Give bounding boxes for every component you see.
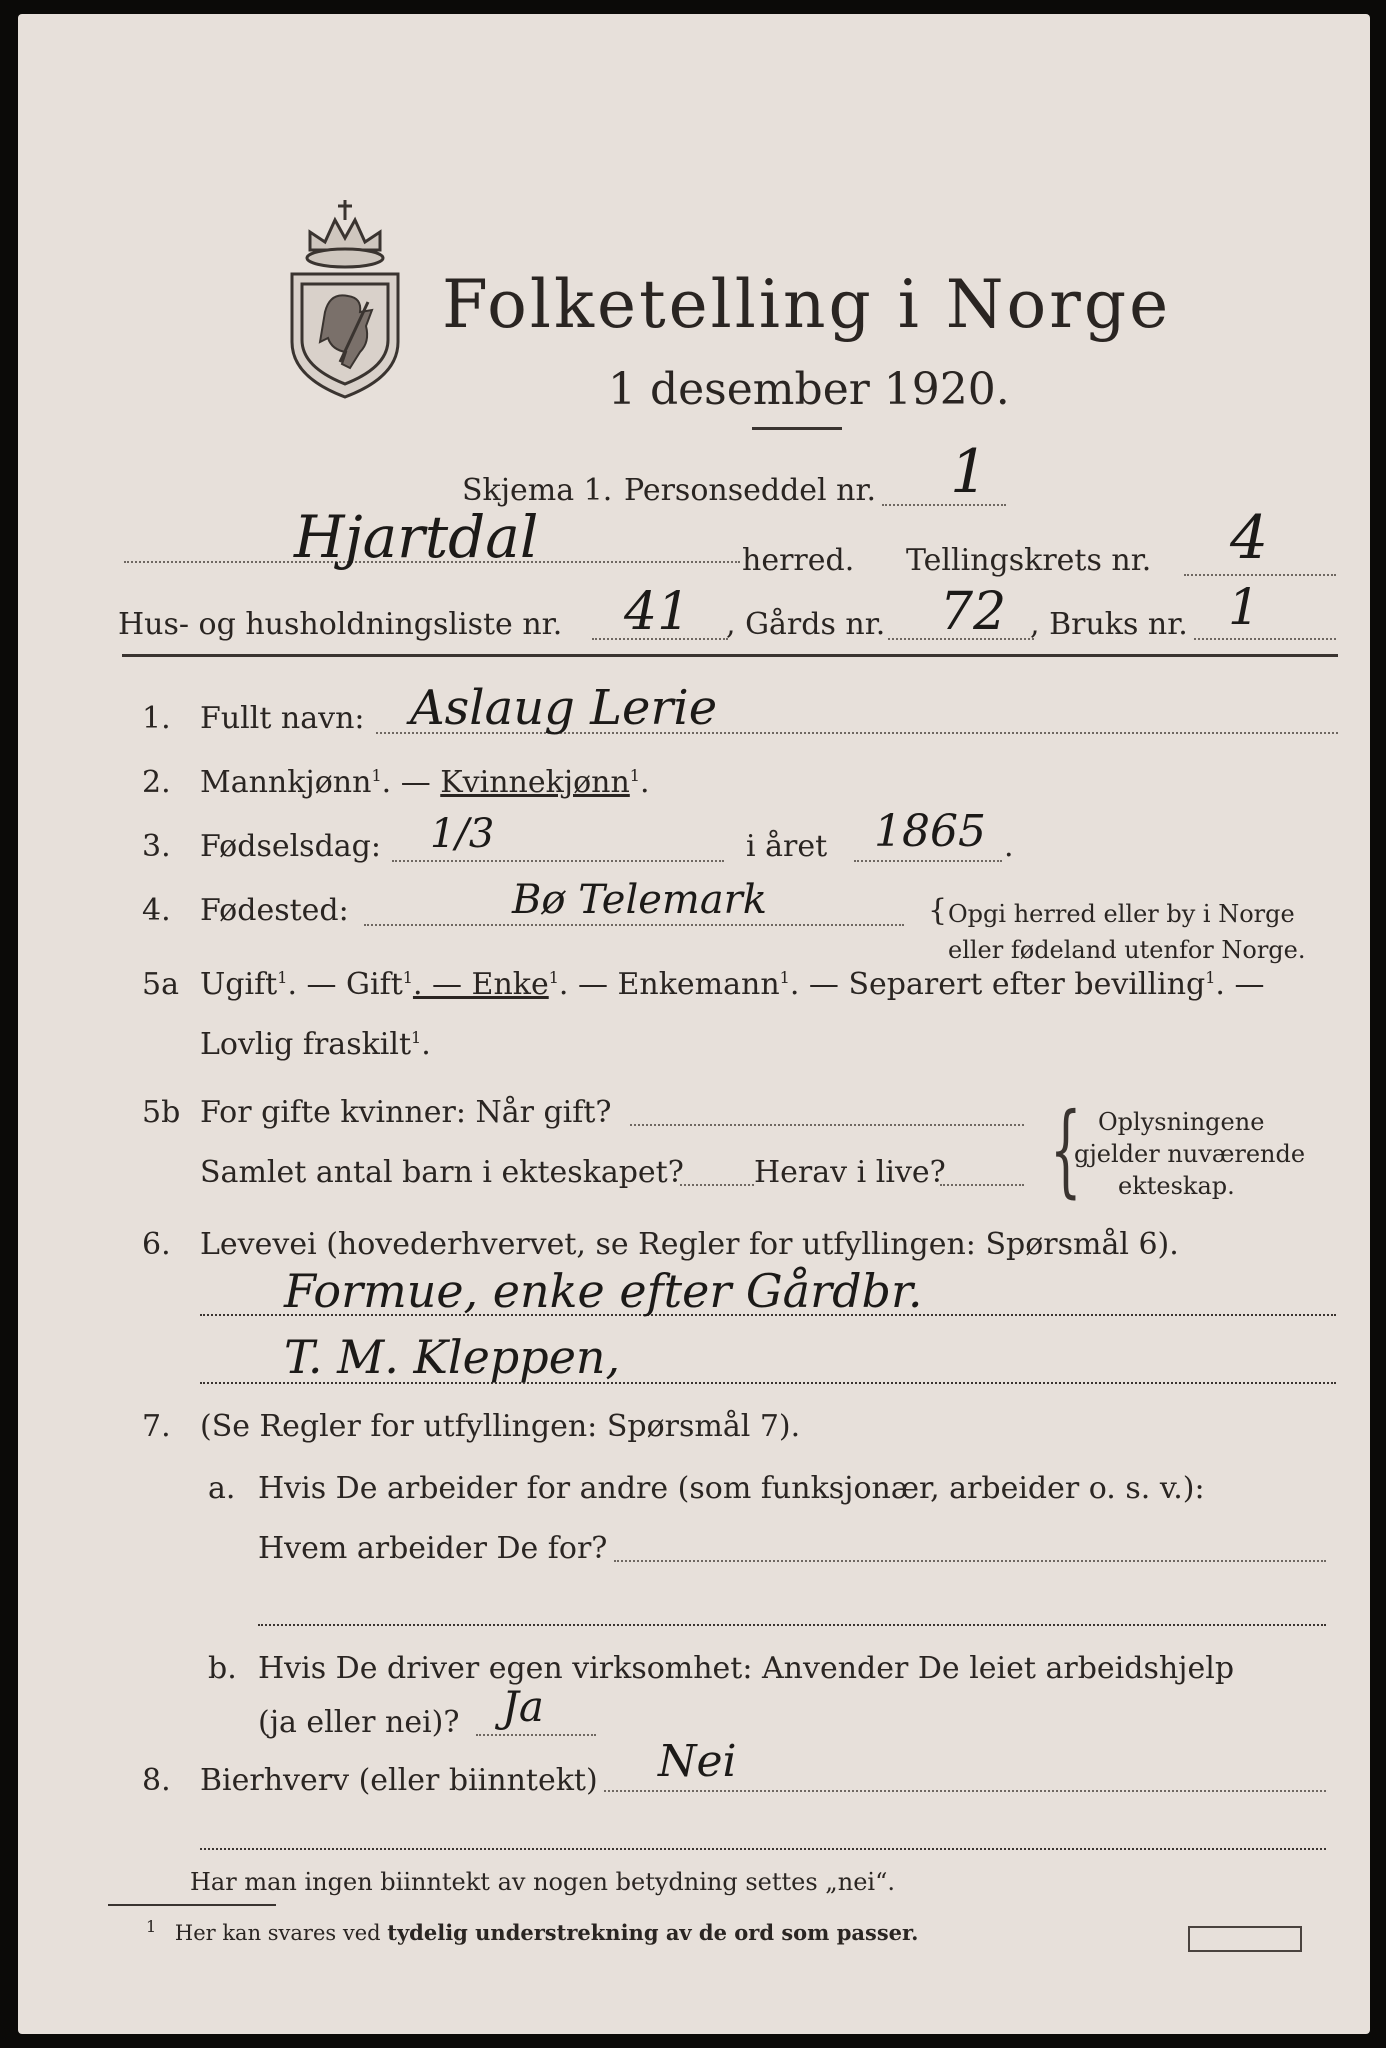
q1-number: 1. [142,701,171,736]
q4-line [364,924,904,926]
q6-value-1: Formue, enke efter Gårdbr. [284,1264,923,1318]
tellingskrets-value: 4 [1230,503,1269,573]
q5a-mark-4: 1 [779,968,790,987]
q5a-gift: . — Gift [287,967,403,1002]
bruks-value: 1 [1228,578,1260,636]
q2-female: Kvinnekjønn [440,765,630,800]
biinntekt-note: Har man ingen biinntekt av nogen betydning settes „nei“. [190,1868,895,1896]
q5b-live-line [940,1184,1024,1186]
q5b-gift-line [630,1124,1024,1126]
q7b-text: Hvis De driver egen virksomhet: Anvender De leiet arbeidshjelp [258,1651,1235,1686]
q4-note-1: Opgi herred eller by i Norge [948,900,1295,928]
q2-dash: . — [381,765,431,800]
q7-number: 7. [142,1409,171,1444]
q8-line-2 [200,1848,1326,1850]
census-form [18,14,1370,2034]
q3-label: Fødselsdag: [200,829,381,864]
q7b-number: b. [208,1651,237,1686]
q5a-options [200,967,1265,1002]
header-divider [122,654,1338,657]
q5b-barn-label: Samlet antal barn i ekteskapet? [200,1155,684,1190]
q4-note-brace: { [928,893,948,928]
tellingskrets-label: Tellingskrets nr. [906,543,1152,578]
q5a-mark-1: 1 [277,968,288,987]
footnote-mark: 1 [146,1917,157,1936]
q4-label: Fødested: [200,893,349,928]
q8-label: Bierhverv (eller biinntekt) [200,1763,598,1798]
q5b-barn-line [680,1184,754,1186]
gards-label: , Gårds nr. [726,607,886,642]
q3-day-value: 1/3 [430,811,495,857]
q2-male: Mannkjønn [200,765,372,800]
q6-number: 6. [142,1227,171,1262]
q1-value: Aslaug Lerie [410,680,718,736]
q7a-line-2 [258,1624,1326,1626]
q7a-line-1 [614,1560,1326,1562]
tellingskrets-line [1184,574,1336,576]
q4-note-2: eller fødeland utenfor Norge. [948,936,1306,964]
q7a-question: Hvem arbeider De for? [258,1531,608,1566]
q4-value: Bø Telemark [512,877,768,923]
q3-year-label: i året [746,829,828,864]
q3-day-line [392,860,724,862]
herred-value: Hjartdal [294,503,539,571]
q8-number: 8. [142,1763,171,1798]
q5a-enkemann: . — Enkemann [558,967,780,1002]
q4-number: 4. [142,893,171,928]
q3-year-value: 1865 [874,806,986,857]
q5a-end: . — [1215,967,1265,1002]
q7-label: (Se Regler for utfyllingen: Spørsmål 7). [200,1409,801,1444]
norway-coat-of-arms-icon [280,192,410,402]
q2-footnote-mark: 1 [371,766,382,785]
q5b-brace: { [1049,1091,1082,1208]
q5b-number: 5b [142,1095,181,1130]
q5a-number: 5a [142,967,179,1002]
q3-year-line [854,860,1002,862]
footnote-rule [108,1904,276,1906]
title-rule [752,427,842,430]
q3-end: . [1004,829,1014,864]
footnote-text-a: Her kan svares ved [174,1921,388,1945]
q5a-separert: . — Separert efter bevilling [789,967,1206,1002]
schema-label: Skjema 1. [462,473,613,508]
q5a-enke: . — Enke [412,967,549,1002]
q5a-mark-5: 1 [1205,968,1216,987]
census-date: 1 desember 1920. [608,364,1010,415]
hus-value: 41 [624,582,691,642]
q3-number: 3. [142,829,171,864]
q7b-line [476,1734,596,1736]
gards-value: 72 [940,582,1007,642]
q6-value-2: T. M. Kleppen, [284,1330,621,1384]
q7b-value: Ja [502,1682,544,1731]
q2-number: 2. [142,765,171,800]
personseddel-label: Personseddel nr. [624,473,877,508]
herred-label: herred. [742,543,855,578]
q5a-mark-6: 1 [411,1028,422,1047]
q8-value: Nei [658,1736,737,1787]
q5a-mark-2: 1 [402,968,413,987]
footnote [146,1917,919,1945]
q7a-text: Hvis De arbeider for andre (som funksjonær, arbeider o. s. v.): [258,1471,1205,1506]
q5b-note-1: Oplysningene [1098,1108,1265,1136]
q5b-note-2: gjelder nuværende [1074,1140,1306,1168]
q5b-note-3: ekteskap. [1118,1172,1235,1200]
form-title: Folketelling i Norge [442,266,1172,343]
q6-label: Levevei (hovederhvervet, se Regler for utfyllingen: Spørsmål 6). [200,1227,1179,1262]
bruks-label: , Bruks nr. [1030,607,1188,642]
q7a-number: a. [208,1471,236,1506]
q8-line-1 [604,1790,1326,1792]
q7b-question: (ja eller nei)? [258,1705,460,1740]
q5a-mark-3: 1 [548,968,559,987]
q1-label: Fullt navn: [200,701,365,736]
bruks-line [1194,638,1336,640]
q2-options [200,765,650,800]
footnote-text-b: tydelig understrekning av de ord som passer. [387,1920,919,1945]
printer-stamp [1188,1926,1302,1952]
q5a-fraskilt-end: . [421,1027,431,1062]
q5a-ugift: Ugift [200,967,278,1002]
q5b-live-label: Herav i live? [754,1155,946,1190]
q5a-fraskilt [200,1027,431,1062]
q5a-fraskilt-label: Lovlig fraskilt [200,1027,412,1062]
q2-female-footnote-mark: 1 [629,766,640,785]
q2-end: . [639,765,650,800]
personseddel-value: 1 [950,437,989,507]
hus-label: Hus- og husholdningsliste nr. [118,607,563,642]
q5b-label: For gifte kvinner: Når gift? [200,1095,612,1130]
